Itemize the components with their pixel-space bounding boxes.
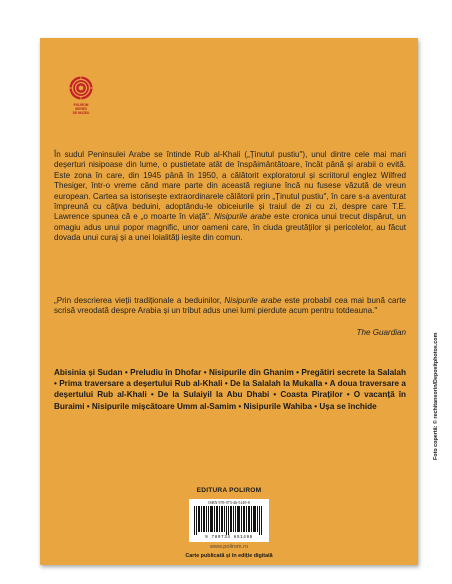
photo-credit: Foto copertă: © rechitansorin/Depositphotos.com <box>433 332 439 460</box>
barcode-digits: 9 789734 651498 <box>205 535 253 540</box>
barcode-bars-icon <box>193 506 265 535</box>
digital-edition-note: Carte publicată și în ediție digitală <box>185 553 273 559</box>
quote-book-title: Nisipurile arabe <box>224 296 282 305</box>
quote-part-1: „Prin descrierea vieții tradiționale a beduinilor, <box>54 296 225 305</box>
quote-source: The Guardian <box>356 328 406 337</box>
logo-line-1: POLIROM <box>73 103 89 107</box>
book-description <box>54 150 406 244</box>
review-quote <box>54 296 406 317</box>
quote-part-2: este probabil cea mai bună carte scrisă vreodată despre Arabia și un tribut adus unei lumi pierdute acum pentru totdeauna." <box>54 296 407 316</box>
logo-line-3: DE MUZEU <box>72 111 90 115</box>
logo-line-2: SERIES <box>75 107 87 111</box>
chapter-list: Abisinia și Sudan • Preludiu în Dhofar • Nisipurile din Ghanim • Pregătiri secrete la Salalah • Prima traversare a deșertului Rub al-Khali • De la Salalah la Mukalla • A doua traversare a deșertului Rub al-Khali • De la Sulaiyil la Abu Dhabi • Coasta Piraților • O vacanță în Buraimi • Nisipurile mișcătoare Umm al-Samim • Nisipurile Wahiba • Ușa se închide <box>54 368 406 411</box>
isbn-text: ISBN 978-973-46-5149-8 <box>208 500 250 505</box>
book-back-cover <box>40 38 418 565</box>
barcode <box>189 499 269 542</box>
logo-caption <box>68 103 94 115</box>
description-book-title: Nisipurile arabe <box>214 212 272 222</box>
spiral-logo-icon <box>68 75 94 102</box>
publisher-name: EDITURA POLIROM <box>196 487 262 494</box>
description-part-2: este cronica unui trecut dispărut, un omagiu adus unui popor magnific, unor oameni care, în ciuda greutăților și pericolelor, au făcut dovada unui curaj și a unei loialități ieșite din comun. <box>54 212 406 243</box>
publisher-website: www.polirom.ro <box>209 544 249 550</box>
description-part-1: În sudul Peninsulei Arabe se întinde Rub al-Khali („Ținutul pustiu"), unul dintre cele mai mari deșerturi nisipoase din lume, o pustietate atât de înspăimântătoare, încât până și arabii o evită. Este zona în care, din 1945 până în 1950, a călătorit exploratorul și scriitorul englez Wilfred Thesiger, într-o vreme când mare parte din această regiune încă nu fusese văzută de vreun european. Cartea sa istorisește extraordinarele călătorii prin „Ținutul pustiu", în care s-a aventurat împreună cu câțiva beduini, adoptându-le obiceiurile și traiul de zi cu zi, despre care T.E. Lawrence spunea că e „o moarte în viață". <box>54 150 406 222</box>
publisher-logo <box>68 75 94 115</box>
